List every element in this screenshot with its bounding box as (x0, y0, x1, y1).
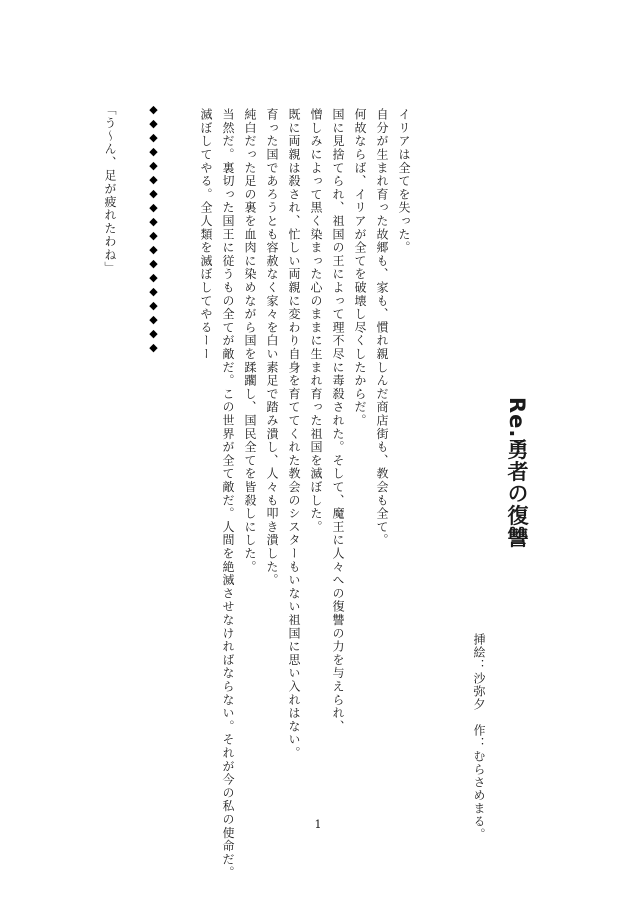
body-line-5: 憎しみによって黒く染まった心のままに生まれ育った祖国を滅ぼした。 (309, 108, 323, 534)
body-line-10: 滅ぼしてやる。全人類を滅ぼしてやるーー (199, 108, 213, 361)
author-credits: 挿絵：沙弥夕 作：むらさめまる。 (472, 633, 486, 841)
body-line-4: 国に見捨てられ、祖国の王によって理不尽に毒殺された。そして、魔王に人々への復讐の力を与えられ、 (331, 108, 345, 734)
dialogue-line: 「う〜ん、足が疲れたわね」 (103, 103, 117, 275)
body-line-3: 何故ならば、イリアが全てを破壊し尽くしたからだ。 (353, 108, 367, 428)
body-line-9: 当然だ。裏切った国王に従うもの全てが敵だ。この世界が全て敵だ。人間を絶滅させなければならない。それが今の私の使命だ。 (221, 108, 235, 880)
body-line-6: 既に両親は殺され、忙しい両親に変わり自身を育ててくれた教会のシスターもいない祖国に思い入れはない。 (287, 108, 301, 760)
page-number: 1 (314, 818, 322, 831)
body-line-2: 自分が生まれ育った故郷も、家も、慣れ親しんだ商店街も、教会も全て。 (375, 108, 389, 547)
scene-break-separator: ◆◆◆◆◆◆◆◆◆◆◆◆◆◆◆◆◆◆ (147, 103, 160, 355)
body-line-8: 純白だった足の裏を血肉に染めながら国を蹂躙し、国民全てを皆殺しにした。 (243, 108, 257, 574)
body-line-7: 育った国であろうとも容赦なく家々を白い素足で踏み潰し、人々も叩き潰した。 (265, 108, 279, 587)
story-title: Re.勇者の復讐 (505, 397, 529, 549)
body-line-1: イリアは全てを失った。 (397, 108, 411, 255)
